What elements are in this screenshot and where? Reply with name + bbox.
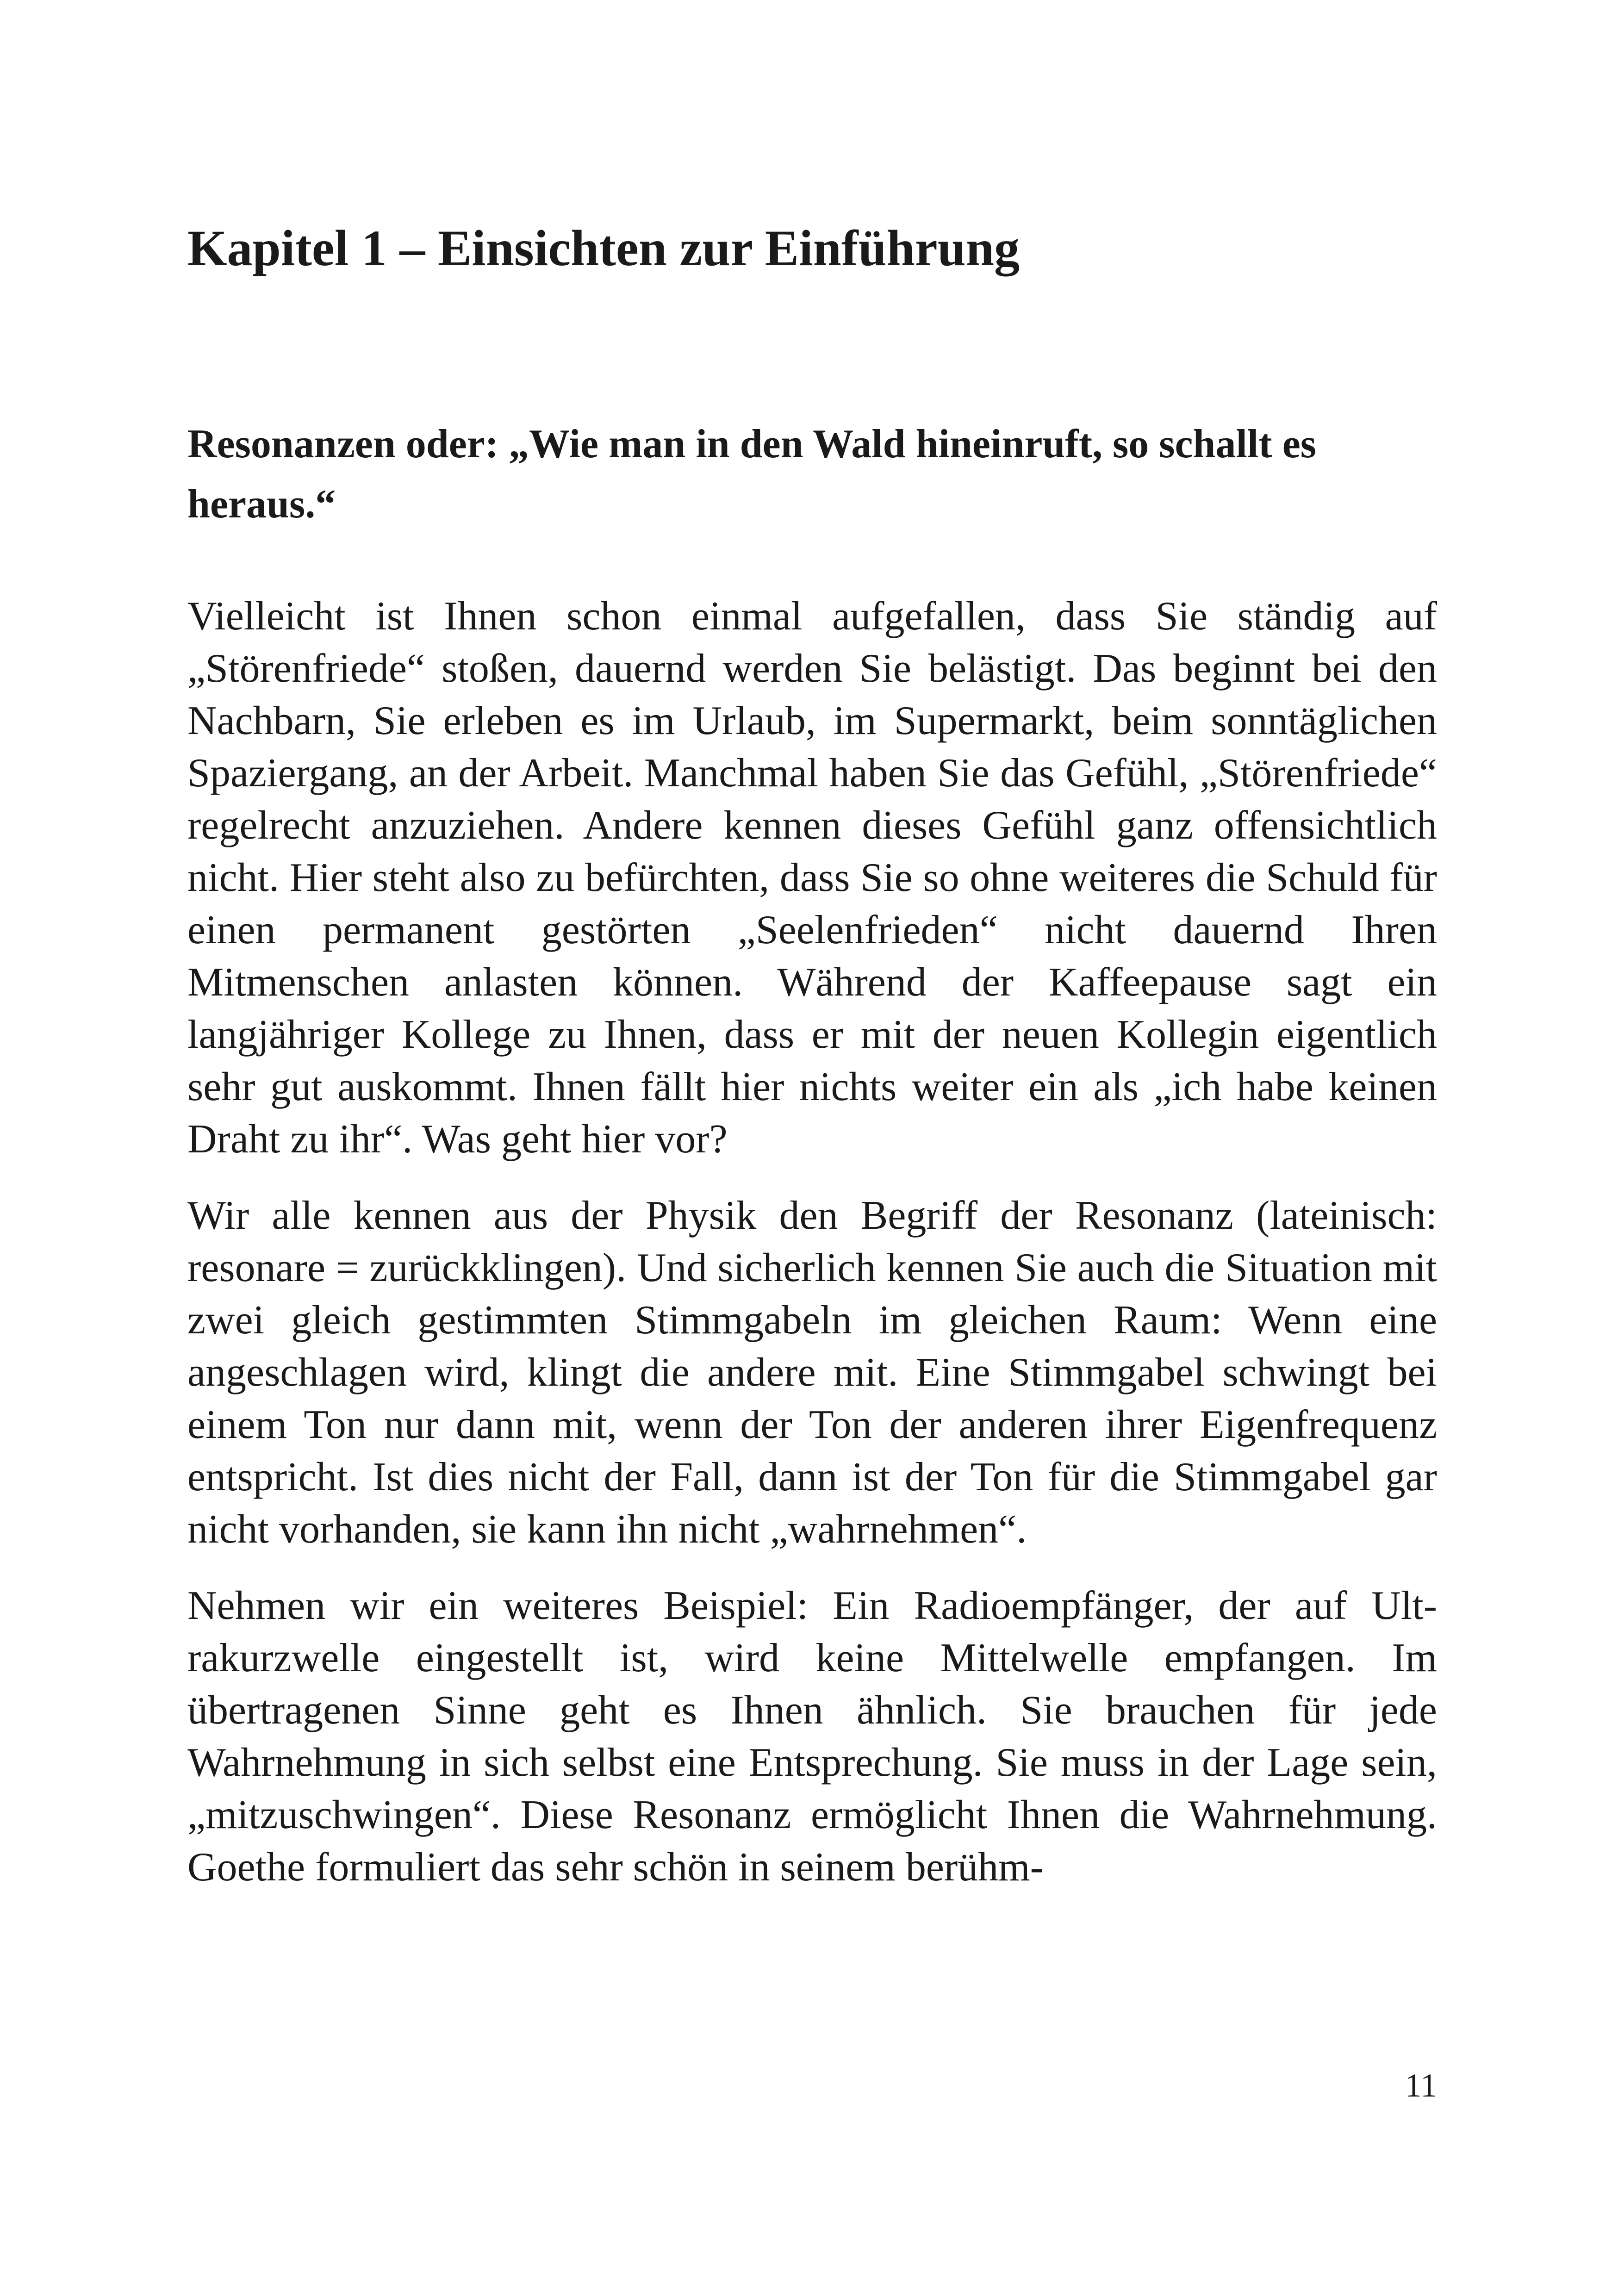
- page-number: 11: [1405, 2067, 1437, 2104]
- paragraph-1: Vielleicht ist Ihnen schon einmal aufgefallen, dass Sie ständig auf „Störenfriede“ stoßen, dauernd werden Sie belästigt. Das beginnt bei den Nachbarn, Sie erleben es im Urlaub, im Supermarkt, beim sonntäglichen Spaziergang, an der Arbeit. Manchmal haben Sie das Gefühl, „Störenfriede“ regelrecht anzuziehen. Andere kennen dieses Gefühl ganz offensichtlich nicht. Hier steht also zu befürchten, dass Sie so ohne weiteres die Schuld für einen permanent gestörten „Seelenfrieden“ nicht dauernd Ihren Mitmenschen anlasten können. Während der Kaffeepause sagt ein langjähriger Kollege zu Ihnen, dass er mit der neuen Kollegin eigentlich sehr gut auskommt. Ihnen fällt hier nichts weiter ein als „ich habe keinen Draht zu ihr“. Was geht hier vor?: [187, 594, 1437, 1162]
- chapter-title: Kapitel 1 – Einsichten zur Einführung: [187, 220, 1020, 276]
- body-text: [187, 590, 1437, 1917]
- section-title: Resonanzen oder: „Wie man in den Wald hineinruft, so schallt es heraus.“: [187, 422, 1316, 527]
- paragraph-2: Wir alle kennen aus der Physik den Begriff der Resonanz (lateinisch: resonare = zurückklingen). Und sicherlich kennen Sie auch die Situation mit zwei gleich gestimmten Stimmgabeln im gleichen Raum: Wenn eine angeschlagen wird, klingt die andere mit. Eine Stimmgabel schwingt bei einem Ton nur dann mit, wenn der Ton der anderen ihrer Eigenfrequenz entspricht. Ist dies nicht der Fall, dann ist der Ton für die Stimmgabel gar nicht vorhanden, sie kann ihn nicht „wahrnehmen“.: [187, 1193, 1437, 1552]
- paragraph-3: Nehmen wir ein weiteres Beispiel: Ein Radioempfänger, der auf Ultrakurzwelle eingestellt ist, wird keine Mittelwelle empfangen. Im übertragenen Sinne geht es Ihnen ähnlich. Sie brauchen für jede Wahrnehmung in sich selbst eine Entsprechung. Sie muss in der Lage sein, „mitzuschwingen“. Diese Resonanz ermöglicht Ihnen die Wahrnehmung. Goethe formuliert das sehr schön in seinem berühm-: [187, 1583, 1437, 1890]
